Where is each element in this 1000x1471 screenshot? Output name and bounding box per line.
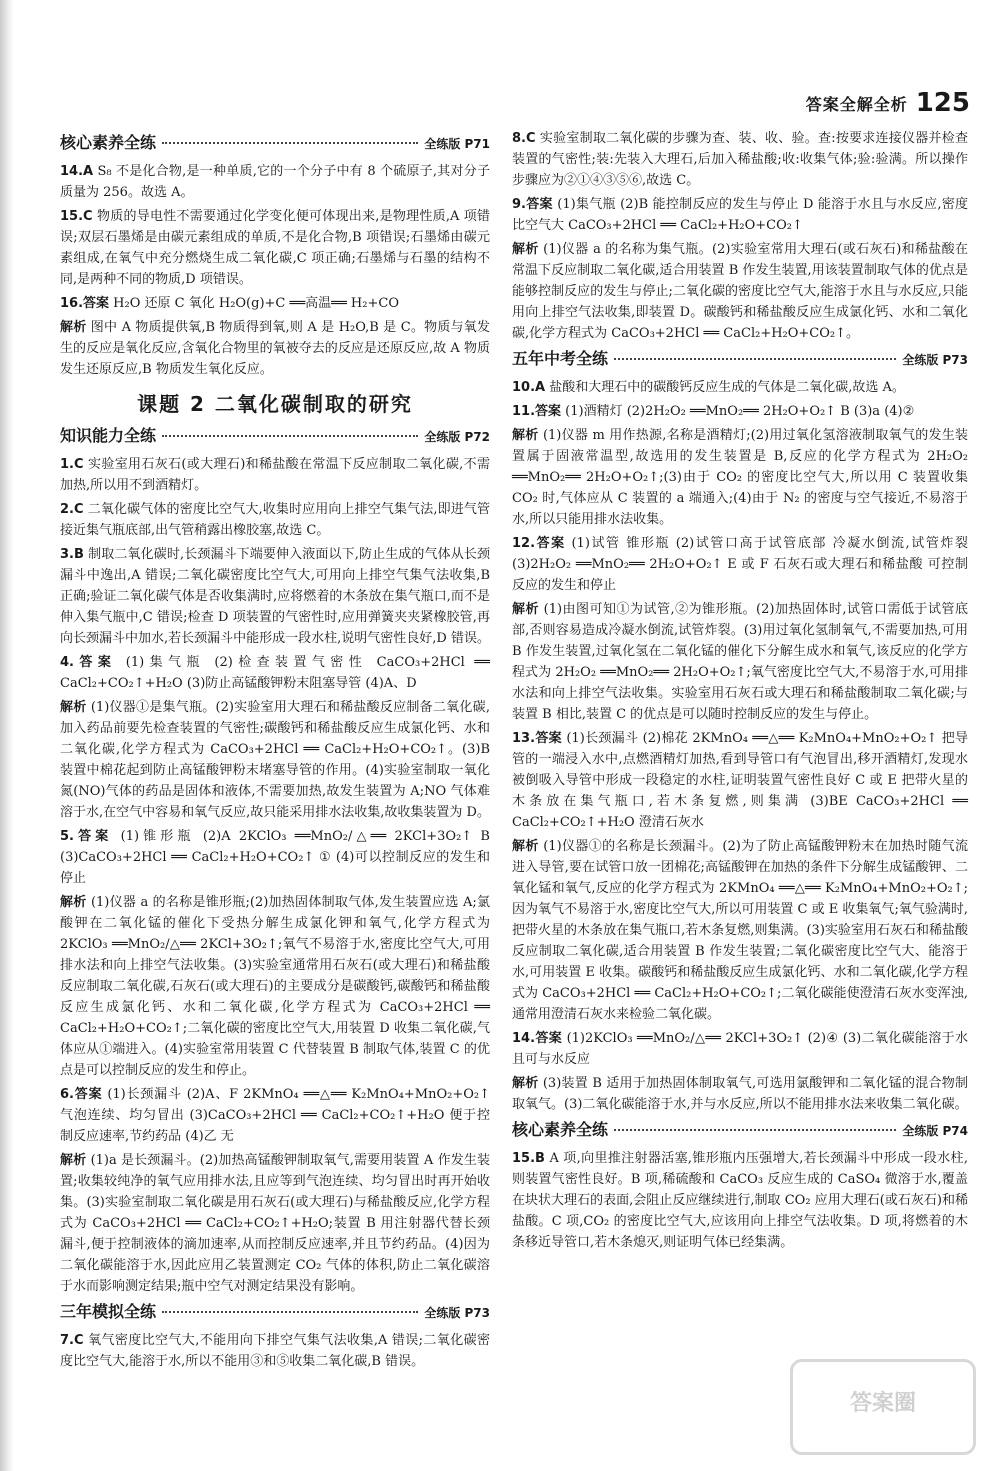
answer-item <box>512 1028 968 1070</box>
answer-text: (1)仪器 a 的名称是锥形瓶;(2)加热固体制取气体,发生装置应选 A;氯酸钾在二氧化锰的催化下受热分解生成氯化钾和氧气,化学方程式为 2KClO₃ ══MnO₂/△══ 2KCl+3O₂↑;氧气不易溶于水,密度比空气大,可用排水法和向上排空气法收集。(3)实验室通常用石灰石(或大理石)和稀盐酸反应制取二氧化碳,石灰石(或大理石)的主要成分是碳酸钙,碳酸钙和稀盐酸反应生成氯化钙、水和二氧化碳,化学方程式为 CaCO₃+2HCl ══ CaCl₂+H₂O+CO₂↑;二氧化碳的密度比空气大,用装置 D 收集二氧化碳,气体应从①端进入。(4)实验室常用装置 C 代替装置 B 制取气体,装置 C 的优点是可以控制反应的发生和停止。 <box>60 895 490 1078</box>
section-page-ref: 全练版 P74 <box>902 1124 968 1138</box>
answer-number: 15.C <box>60 209 93 224</box>
answer-text: (1)仪器 m 用作热源,名称是酒精灯;(2)用过氧化氢溶液制取氧气的发生装置属于固液常温型,故选用的发生装置是 B,反应的化学方程式为 2H₂O₂ ══MnO₂══ 2H₂O+O₂↑;(3)由于 CO₂ 的密度比空气大,所以用 C 装置收集 CO₂ 时,气体应从 C 装置的 a 端通入;(4)由于 N₂ 的密度与空气接近,不易溶于水,所以只能用排水法收集。 <box>512 428 968 527</box>
section-page-ref: 全练版 P71 <box>424 137 490 151</box>
answer-text: 二氧化碳气体的密度比空气大,收集时应用向上排空气集气法,即进气管接近集气瓶底部,出气管稍露出橡胶塞,故选 C。 <box>60 502 490 538</box>
section-title: 五年中考全练 <box>512 349 609 368</box>
answer-text: 实验室用石灰石(或大理石)和稀盐酸在常温下反应制取二氧化碳,不需加热,所以用不到酒精灯。 <box>60 457 490 493</box>
dotted-leader <box>162 142 418 144</box>
answer-item <box>512 128 968 191</box>
right-column <box>512 128 968 1256</box>
answer-text: (3)装置 B 适用于加热固体制取氧气,可选用氯酸钾和二氧化锰的混合物制取氧气。(3)二氧化碳能溶于水,并与水反应,所以不能用排水法来收集二氧化碳。 <box>512 1076 968 1112</box>
answer-number: 1.C <box>60 457 84 472</box>
answer-item <box>60 544 490 649</box>
answer-number: 12.答案 <box>512 536 566 551</box>
answer-number: 5.答案 <box>60 829 113 844</box>
section-page-ref: 全练版 P73 <box>902 353 968 367</box>
section-heading <box>60 132 490 155</box>
answer-item <box>512 1073 968 1115</box>
answer-number: 解析 <box>512 1076 539 1091</box>
section-title: 核心素养全练 <box>60 133 157 152</box>
answer-item <box>512 401 968 422</box>
answer-text: S₈ 不是化合物,是一种单质,它的一个分子中有 8 个硫原子,其对分子质量为 256。故选 A。 <box>60 164 490 200</box>
answer-text: (1)长颈漏斗 (2)A、F 2KMnO₄ ══△══ K₂MnO₄+MnO₂+O₂↑ 气泡连续、均匀冒出 (3)CaCO₃+2HCl ══ CaCl₂+CO₂↑+H₂O 便于控制反应速率,节约药品 (4)乙 无 <box>60 1087 490 1144</box>
answer-item <box>512 836 968 1025</box>
page-header <box>806 88 970 118</box>
page-number: 125 <box>915 88 970 118</box>
answer-item <box>512 599 968 725</box>
answer-text: (1)长颈漏斗 (2)棉花 2KMnO₄ ══△══ K₂MnO₄+MnO₂+O₂↑ 把导管的一端浸入水中,点燃酒精灯加热,看到导管口有气泡冒出,移开酒精灯,发现水被倒吸入导管中形成一段稳定的水柱,证明装置气密性良好 C 或 E 把带火星的木条放在集气瓶口,若木条复燃,则集满 (3)BE CaCO₃+2HCl ══ CaCl₂+CO₂↑+H₂O 澄清石灰水 <box>512 731 968 830</box>
section-heading <box>512 348 968 371</box>
section-title: 核心素养全练 <box>512 1120 609 1139</box>
answer-item <box>512 377 968 398</box>
answer-text: 制取二氧化碳时,长颈漏斗下端要伸入液面以下,防止生成的气体从长颈漏斗中逸出,A 错误;二氧化碳密度比空气大,可用向上排空气集气法收集,B 正确;验证二氧化碳气体是否收集满时,应将燃着的木条放在集气瓶口,而不是伸入集气瓶中,C 错误;检查 D 项装置的气密性时,应用弹簧夹夹紧橡胶管,再向长颈漏斗中加水,若长颈漏斗中能形成一段水柱,说明气密性良好,D 错误。 <box>60 547 490 646</box>
answer-list <box>60 1330 490 1372</box>
answer-number: 14.答案 <box>512 1031 563 1046</box>
answer-number: 7.C <box>60 1333 84 1348</box>
answer-text: (1)锥形瓶 (2)A 2KClO₃ ══MnO₂/△══ 2KCl+3O₂↑ B (3)CaCO₃+2HCl ══ CaCl₂+H₂O+CO₂↑ ① (4)可以控制反应的发生和停止 <box>60 829 490 886</box>
answer-list <box>60 454 490 1297</box>
answer-item <box>512 1148 968 1253</box>
answer-text: (1)仪器①的名称是长颈漏斗。(2)为了防止高锰酸钾粉末在加热时随气流进入导管,要在试管口放一团棉花;高锰酸钾在加热的条件下分解生成锰酸钾、二氧化锰和氧气,反应的化学方程式为 2KMnO₄ ══△══ K₂MnO₄+MnO₂+O₂↑;因为氧气不易溶于水,密度比空气大,所以可用装置 C 或 E 收集氧气;氧气验满时,把带火星的木条放在集气瓶口,若木条复燃,则集满。(3)实验室用石灰石和稀盐酸反应制取二氧化碳,适合用装置 B 作发生装置;二氧化碳密度比空气大、能溶于水,可用装置 E 收集。碳酸钙和稀盐酸反应生成氯化钙、水和二氧化碳,化学方程式为 CaCO₃+2HCl ══ CaCl₂+H₂O+CO₂↑;二氧化碳能使澄清石灰水变浑浊,通常用澄清石灰水来检验二氧化碳。 <box>512 839 968 1022</box>
answer-number: 解析 <box>512 602 539 617</box>
answer-text: (1)集气瓶 (2)B 能控制反应的发生与停止 D 能溶于水且与水反应,密度比空气大 CaCO₃+2HCl ══ CaCl₂+H₂O+CO₂↑ <box>512 197 969 233</box>
answer-number: 解析 <box>60 700 87 715</box>
dotted-leader <box>162 435 418 437</box>
answer-number: 6.答案 <box>60 1087 103 1102</box>
answer-text: (1)2KClO₃ ══MnO₂/△══ 2KCl+3O₂↑ (2)④ (3)二氧化碳能溶于水且可与水反应 <box>512 1031 969 1067</box>
book-binding-edge <box>0 0 14 1471</box>
answer-number: 3.B <box>60 547 84 562</box>
answer-number: 解析 <box>512 242 539 257</box>
section-title: 三年模拟全练 <box>60 1302 157 1321</box>
section-heading <box>512 1119 968 1142</box>
answer-item <box>60 1150 490 1297</box>
answer-item <box>60 317 490 380</box>
answer-text: (1)a 是长颈漏斗。(2)加热高锰酸钾制取氧气,需要用装置 A 作发生装置;收集较纯净的氧气应用排水法,且应等到气泡连续、均匀冒出时再开始收集。(3)实验室制取二氧化碳是用石灰石(或大理石)与稀盐酸反应,化学方程式为 CaCO₃+2HCl ══ CaCl₂+CO₂↑+H₂O;装置 B 用注射器代替长颈漏斗,便于控制液体的滴加速率,从而控制反应速率,并且节约药品。(4)因为二氧化碳能溶于水,因此应用乙装置测定 CO₂ 气体的体积,防止二氧化碳溶于水而影响测定结果;瓶中空气对测定结果没有影响。 <box>60 1153 490 1294</box>
answer-item <box>512 239 968 344</box>
answer-text: (1)由图可知①为试管,②为锥形瓶。(2)加热固体时,试管口需低于试管底部,否则容易造成冷凝水倒流,试管炸裂。(3)用过氧化氢制氧气,不需要加热,可用 B 作发生装置,过氧化氢在二氧化锰的催化下分解生成水和氧气,该反应的化学方程式为 2H₂O₂ ══MnO₂══ 2H₂O+O₂↑;氧气密度比空气大,不易溶于水,可用排水法和向上排空气法收集。实验室用石灰石或大理石和稀盐酸制取二氧化碳;与装置 B 相比,装置 C 的优点是可以随时控制反应的发生与停止。 <box>512 602 968 722</box>
left-column <box>60 128 490 1375</box>
answer-number: 15.B <box>512 1151 545 1166</box>
answer-item <box>512 194 968 236</box>
section-heading <box>60 1301 490 1324</box>
answer-item <box>60 1084 490 1147</box>
section-page-ref: 全练版 P72 <box>424 430 490 444</box>
section-heading <box>60 425 490 448</box>
answer-number: 13.答案 <box>512 731 562 746</box>
answer-text: A 项,向里推注射器活塞,锥形瓶内压强增大,若长颈漏斗中形成一段水柱,则装置气密性良好。B 项,稀硫酸和 CaCO₃ 反应生成的 CaSO₄ 微溶于水,覆盖在块状大理石的表面,会阻止反应继续进行,制取 CO₂ 应用大理石(或石灰石)和稀盐酸。C 项,CO₂ 的密度比空气大,应该用向上排空气法收集。D 项,将燃着的木条移近导管口,若木条熄灭,则证明气体已经集满。 <box>512 1151 968 1250</box>
answer-item <box>512 425 968 530</box>
answer-number: 16.答案 <box>60 296 110 311</box>
dotted-leader <box>162 1311 418 1313</box>
answer-list <box>512 1148 968 1253</box>
topic-title: 课题 2 二氧化碳制取的研究 <box>137 392 413 416</box>
answer-item <box>60 499 490 541</box>
answer-text: 图中 A 物质提供氧,B 物质得到氧,则 A 是 H₂O,B 是 C。物质与氧发生的反应是氧化反应,含氧化合物里的氧被夺去的反应是还原反应,故 A 物质发生还原反应,B 物质发生氧化反应。 <box>60 320 490 377</box>
answer-list <box>512 377 968 1115</box>
answer-number: 2.C <box>60 502 84 517</box>
section-title: 知识能力全练 <box>60 426 157 445</box>
answer-number: 解析 <box>60 320 87 335</box>
answer-number: 解析 <box>512 428 539 443</box>
answer-text: (1)集气瓶 (2)检查装置气密性 CaCO₃+2HCl ══ CaCl₂+CO₂↑+H₂O (3)防止高锰酸钾粉末阻塞导管 (4)A、D <box>60 655 490 691</box>
answer-item <box>60 892 490 1081</box>
answer-item <box>60 454 490 496</box>
answer-text: 物质的导电性不需要通过化学变化便可体现出来,是物理性质,A 项错误;双层石墨烯是由碳元素组成的单质,不是化合物,B 项错误;石墨烯由碳元素组成,在氧气中充分燃烧生成二氧化碳,C 项正确;石墨烯与石墨的结构不同,是两种不同的物质,D 项错误。 <box>60 209 490 287</box>
answer-item <box>60 161 490 203</box>
answer-number: 解析 <box>60 895 87 910</box>
answer-item <box>60 1330 490 1372</box>
answer-text: (1)仪器①是集气瓶。(2)实验室用大理石和稀盐酸反应制备二氧化碳,加入药品前要先检查装置的气密性;碳酸钙和稀盐酸反应生成氯化钙、水和二氧化碳,化学方程式为 CaCO₃+2HCl ══ CaCl₂+H₂O+CO₂↑。(3)B 装置中棉花起到防止高锰酸钾粉末堵塞导管的作用。(4)实验室制取一氧化氮(NO)气体的药品是固体和液体,不需要加热,故发生装置为 A;NO 气体难溶于水,在空气中容易和氧气反应,故只能采用排水法收集,故收集装置为 D。 <box>60 700 490 820</box>
answer-number: 10.A <box>512 380 546 395</box>
answer-text: 盐酸和大理石中的碳酸钙反应生成的气体是二氧化碳,故选 A。 <box>549 380 905 395</box>
header-title: 答案全解全析 <box>805 94 908 114</box>
answer-text: H₂O 还原 C 氧化 H₂O(g)+C ══高温══ H₂+CO <box>113 296 399 311</box>
answer-text: (1)试管 锥形瓶 (2)试管口高于试管底部 冷凝水倒流,试管炸裂 (3)2H₂O₂ ══MnO₂══ 2H₂O+O₂↑ E 或 F 石灰石或大理石和稀盐酸 可控制反应的发生和停止 <box>512 536 969 593</box>
answer-text: (1)酒精灯 (2)2H₂O₂ ══MnO₂══ 2H₂O+O₂↑ B (3)a (4)② <box>565 404 915 419</box>
answer-number: 8.C <box>512 131 536 146</box>
answer-number: 4.答案 <box>60 655 117 670</box>
answer-number: 14.A <box>60 164 94 179</box>
answer-item <box>60 826 490 889</box>
answer-item <box>60 206 490 290</box>
answer-text: 实验室制取二氧化碳的步骤为查、装、收、验。查:按要求连接仪器并检查装置的气密性;装:先装入大理石,后加入稀盐酸;收:收集气体;验:验满。所以操作步骤应为②①④③⑤⑥,故选 C。 <box>512 131 968 188</box>
answer-item <box>512 728 968 833</box>
answer-number: 解析 <box>60 1153 87 1168</box>
dotted-leader <box>614 1129 896 1131</box>
answer-item <box>60 697 490 823</box>
answer-number: 解析 <box>512 839 539 854</box>
answer-text: (1)仪器 a 的名称为集气瓶。(2)实验室常用大理石(或石灰石)和稀盐酸在常温下反应制取二氧化碳,适合用装置 B 作发生装置,用该装置制取气体的优点是能够控制反应的发生与停止;二氧化碳的密度比空气大,能溶于水且与水反应,只能用向上排空气法收集,即装置 D。碳酸钙和稀盐酸反应生成氯化钙、水和二氧化碳,化学方程式为 CaCO₃+2HCl ══ CaCl₂+H₂O+CO₂↑。 <box>512 242 968 341</box>
answer-list <box>512 128 968 344</box>
answer-text: 氧气密度比空气大,不能用向下排空气集气法收集,A 错误;二氧化碳密度比空气大,能溶于水,所以不能用③和⑤收集二氧化碳,B 错误。 <box>60 1333 490 1369</box>
watermark-logo: 答案圈 <box>790 1359 976 1455</box>
answer-number: 11.答案 <box>512 404 562 419</box>
section-page-ref: 全练版 P73 <box>424 1306 490 1320</box>
answer-list <box>60 161 490 380</box>
answer-item <box>60 652 490 694</box>
dotted-leader <box>614 358 896 360</box>
answer-item <box>512 533 968 596</box>
answer-item <box>60 293 490 314</box>
answer-number: 9.答案 <box>512 197 553 212</box>
